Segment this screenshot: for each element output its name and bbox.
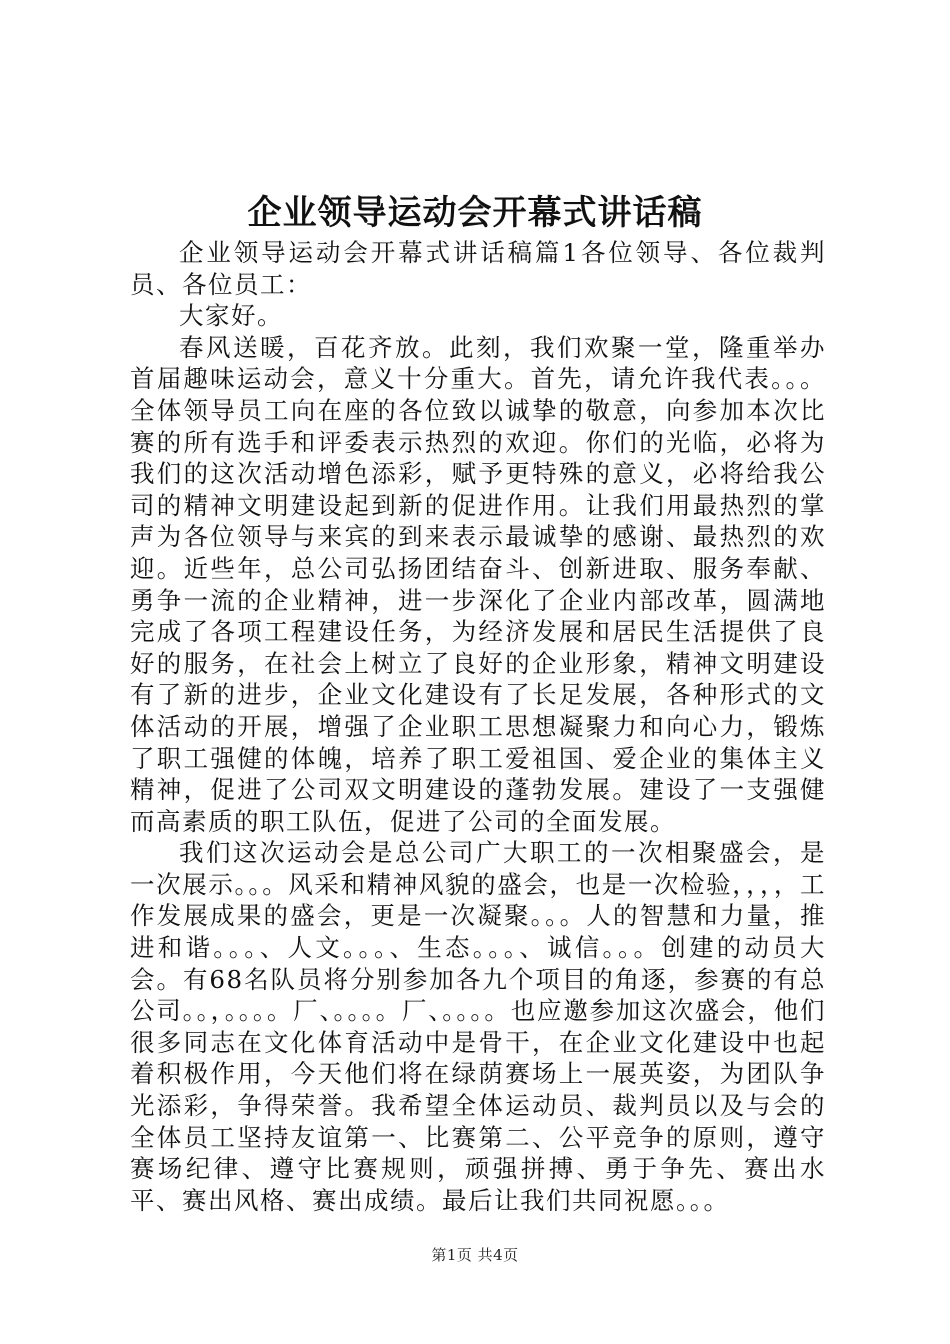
paragraph-salutation: 大家好。	[179, 301, 283, 331]
page-footer: 第1页 共4页	[431, 1246, 519, 1264]
paragraph-welcome: 春风送暖，百花齐放。此刻，我们欢聚一堂，隆重举办首届趣味运动会，意义十分重大。首先，请允许我代表。。。全体领导员工向在座的各位致以诚挚的敬意，向参加本次比赛的所有选手和评委表示热烈的欢迎。你们的光临，必将为我们的这次活动增色添彩，赋予更特殊的意义，必将给我公司的精神文明建设起到新的促进作用。让我们用最热烈的掌声为各位领导与来宾的到来表示最诚挚的感谢、最热烈的欢迎。近些年，总公司弘扬团结奋斗、创新进取、服务奉献、勇争一流的企业精神，进一步深化了企业内部改革，圆满地完成了各项工程建设任务，为经济发展和居民生活提供了良好的服务，在社会上树立了良好的企业形象，精神文明建设有了新的进步，企业文化建设有了长足发展，各种形式的文体活动的开展，增强了企业职工思想凝聚力和向心力，锻炼了职工强健的体魄，培养了职工爱祖国、爱企业的集体主义精神，促进了公司双文明建设的蓬勃发展。建设了一支强健而高素质的职工队伍，促进了公司的全面发展。	[130, 332, 826, 836]
paragraph-greeting: 企业领导运动会开幕式讲话稿篇1各位领导、各位裁判员、各位员工：	[130, 238, 826, 299]
document-title: 企业领导运动会开幕式讲话稿	[247, 193, 703, 233]
paragraph-event-description: 我们这次运动会是总公司广大职工的一次相聚盛会，是一次展示。。。风采和精神风貌的盛会，也是一次检验，，，，工作发展成果的盛会，更是一次凝聚。。。人的智慧和力量，推进和谐。。。、人文。。。、生态。。。、诚信。。。创建的动员大会。有68名队员将分别参加各九个项目的角逐，参赛的有总公司。。，。。。。厂、。。。。厂、。。。。也应邀参加这次盛会，他们很多同志在文化体育活动中是骨干，在企业文化建设中也起着积极作用，今天他们将在绿荫赛场上一展英姿，为团队争光添彩，争得荣誉。我希望全体运动员、裁判员以及与会的全体员工坚持友谊第一、比赛第二、公平竞争的原则，遵守赛场纪律、遵守比赛规则，顽强拼搏、勇于争先、赛出水平、赛出风格、赛出成绩。最后让我们共同祝愿。。。	[130, 838, 826, 1215]
document-body	[130, 237, 826, 1216]
